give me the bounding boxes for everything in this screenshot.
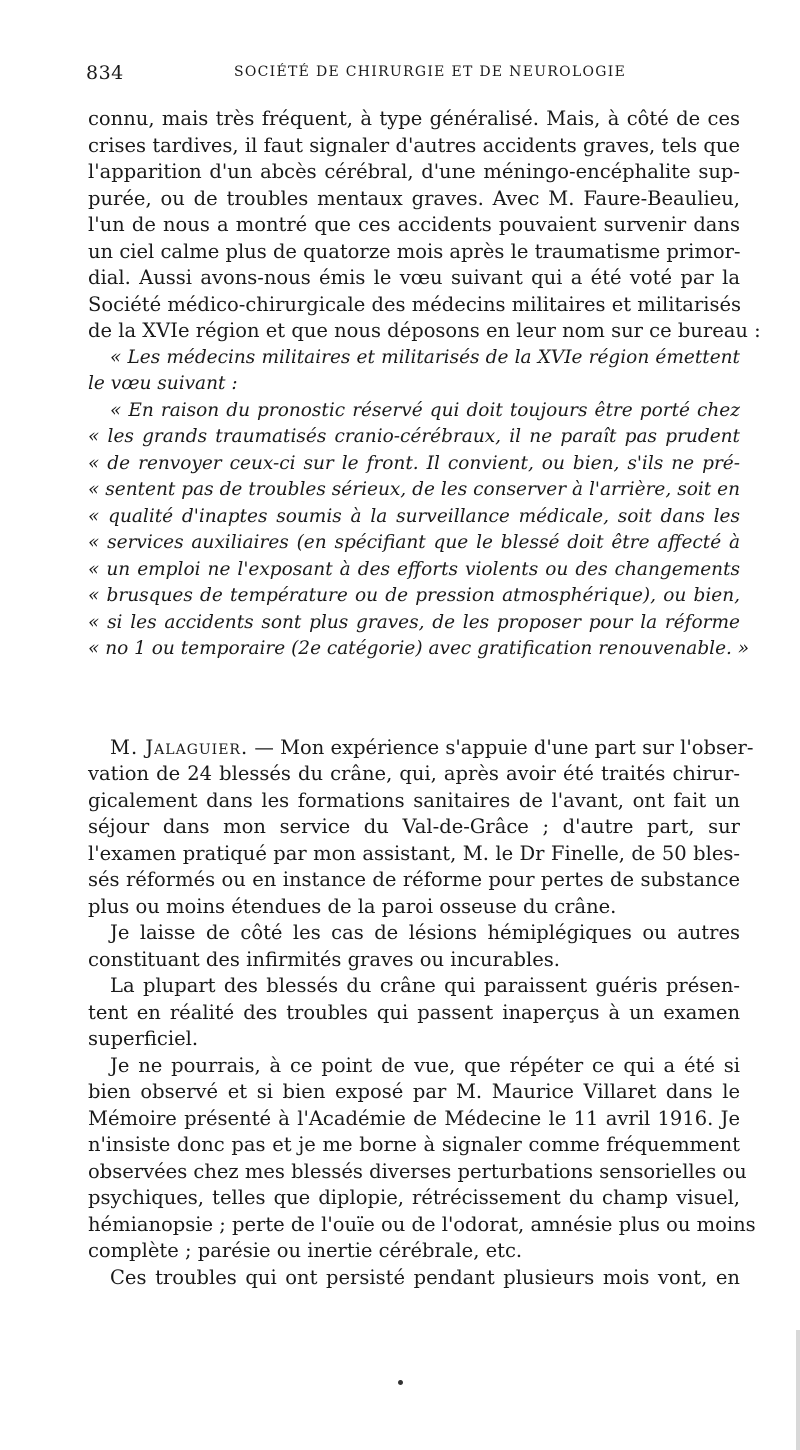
running-title: SOCIÉTÉ DE CHIRURGIE ET DE NEUROLOGIE bbox=[234, 64, 627, 80]
speaker-name: M. Jalaguier. bbox=[110, 735, 249, 759]
paragraph-3 bbox=[88, 920, 740, 973]
text-line: Ces troubles qui ont persisté pendant plusieurs mois vont, en bbox=[110, 1265, 740, 1289]
text-line: connu, mais très fréquent, à type généralisé. Mais, à côté de ces bbox=[88, 107, 740, 130]
text-line: l'un de nous a montré que ces accidents pouvaient survenir dans bbox=[88, 213, 740, 236]
quote-line: « qualité d'inaptes soumis à la surveillance médicale, soit dans les bbox=[88, 505, 740, 527]
quote-line: « de renvoyer ceux-ci sur le front. Il convient, ou bien, s'ils ne pré- bbox=[88, 452, 740, 474]
text-line: dial. Aussi avons-nous émis le vœu suivant qui a été voté par la bbox=[88, 266, 740, 289]
page-edge-shadow bbox=[796, 1330, 800, 1450]
text-line: Société médico-chirurgicale des médecins militaires et militarisés bbox=[88, 292, 742, 316]
text-line: observées chez mes blessés diverses perturbations sensorielles ou bbox=[88, 1159, 747, 1183]
page-number: 834 bbox=[86, 62, 124, 84]
text-line: complète ; parésie ou inertie cérébrale, etc. bbox=[88, 1239, 523, 1262]
text-line: hémianopsie ; perte de l'ouïe ou de l'odorat, amnésie plus ou moins bbox=[88, 1212, 756, 1236]
quote-line: « sentent pas de troubles sérieux, de les conserver à l'arrière, soit en bbox=[88, 479, 740, 500]
text-line: Je ne pourrais, à ce point de vue, que répéter ce qui a été si bbox=[110, 1053, 740, 1077]
text-line: sés réformés ou en instance de réforme pour pertes de substance bbox=[88, 868, 740, 891]
text-line: n'insiste donc pas et je me borne à signaler comme fréquemment bbox=[88, 1133, 740, 1156]
text-line: Mémoire présenté à l'Académie de Médecine le 11 avril 1916. Je bbox=[88, 1106, 740, 1130]
text-line: de la XVIe région et que nous déposons en leur nom sur ce bureau : bbox=[88, 319, 761, 342]
text-line: l'apparition d'un abcès cérébral, d'une méningo-encéphalite sup- bbox=[88, 160, 740, 183]
text-line: purée, ou de troubles mentaux graves. Avec M. Faure-Beaulieu, bbox=[88, 186, 740, 210]
paragraph-6 bbox=[88, 1265, 740, 1292]
quote-line: « no 1 ou temporaire (2e catégorie) avec gratification renouvenable. » bbox=[88, 638, 750, 659]
text-line: tent en réalité des troubles qui passent inaperçus à un examen bbox=[88, 1000, 740, 1024]
text-line bbox=[88, 735, 754, 762]
text-line: bien observé et si bien exposé par M. Maurice Villaret dans le bbox=[88, 1080, 740, 1103]
quoted-resolution bbox=[88, 345, 750, 663]
quote-line: « si les accidents sont plus graves, de les proposer pour la réforme bbox=[88, 611, 740, 633]
text-line: vation de 24 blessés du crâne, qui, après avoir été traités chirur- bbox=[88, 762, 740, 785]
text-line: La plupart des blessés du crâne qui paraissent guéris présen- bbox=[110, 974, 740, 997]
paragraph-2 bbox=[88, 735, 754, 921]
quote-line: « un emploi ne l'exposant à des efforts violents ou des changements bbox=[88, 558, 740, 580]
quote-line: « Les médecins militaires et militarisés de la XVIe région émettent bbox=[110, 346, 740, 368]
quote-line: « brusques de température ou de pression atmosphérique), ou bien, bbox=[88, 585, 740, 606]
quote-line: « services auxiliaires (en spécifiant que le blessé doit être affecté à bbox=[88, 532, 740, 553]
quote-line: « les grands traumatisés cranio-cérébraux, il ne paraît pas prudent bbox=[88, 426, 740, 447]
ink-speck bbox=[398, 1380, 403, 1385]
text-line: superficiel. bbox=[88, 1027, 199, 1050]
text-line: séjour dans mon service du Val-de-Grâce ; d'autre part, sur bbox=[88, 815, 740, 838]
text-line: crises tardives, il faut signaler d'autres accidents graves, tels que bbox=[88, 133, 740, 157]
text-line: l'examen pratiqué par mon assistant, M. le Dr Finelle, de 50 bles- bbox=[88, 841, 740, 865]
text-line: constituant des infirmités graves ou incurables. bbox=[88, 947, 560, 971]
text-line: plus ou moins étendues de la paroi osseuse du crâne. bbox=[88, 894, 617, 918]
text-line: un ciel calme plus de quatorze mois après le traumatisme primor- bbox=[88, 239, 741, 263]
quote-line: « En raison du pronostic réservé qui doit toujours être porté chez bbox=[110, 399, 740, 421]
speaker-text: — Mon expérience s'appuie d'une part sur l'obser- bbox=[248, 735, 754, 759]
page-body bbox=[88, 106, 761, 1291]
text-line: psychiques, telles que diplopie, rétrécissement du champ visuel, bbox=[88, 1186, 740, 1209]
paragraph-1 bbox=[88, 106, 761, 345]
text-line: gicalement dans les formations sanitaires de l'avant, ont fait un bbox=[88, 788, 740, 812]
text-line: Je laisse de côté les cas de lésions hémiplégiques ou autres bbox=[110, 921, 740, 944]
paragraph-5 bbox=[88, 1053, 756, 1265]
quote-line: le vœu suivant : bbox=[88, 373, 238, 394]
paragraph-4 bbox=[88, 973, 740, 1053]
